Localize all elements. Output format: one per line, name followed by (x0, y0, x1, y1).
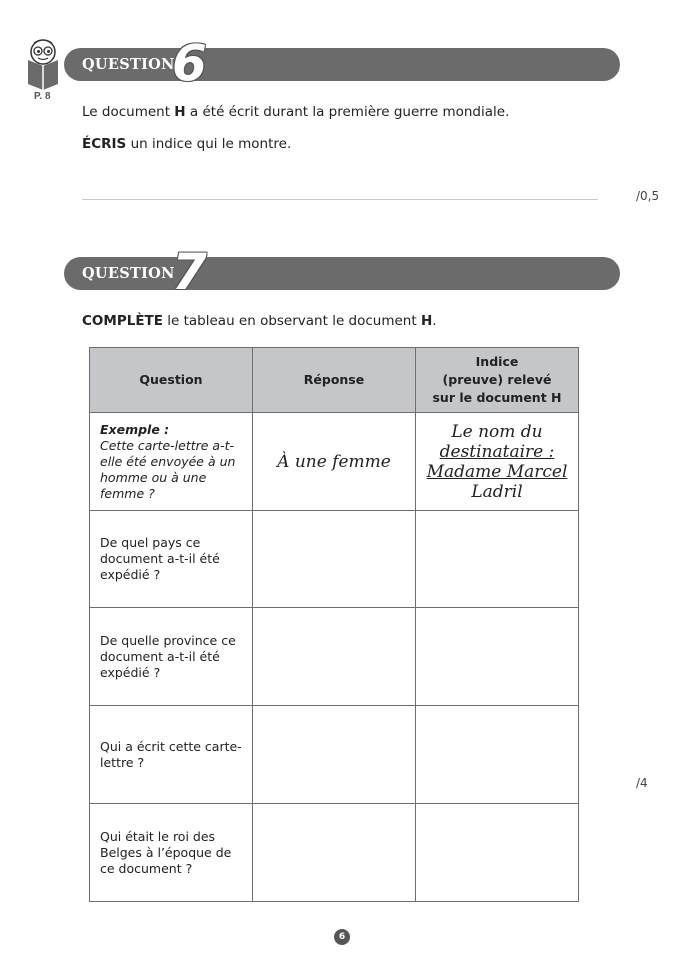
table-row (90, 804, 579, 902)
header-indice: Indice (preuve) relevé sur le document H (416, 348, 579, 413)
table-header-row (90, 348, 579, 413)
example-title: Exemple : (100, 421, 170, 437)
table-row-example (90, 413, 579, 511)
row-question: De quel pays ce document a-t-il été expédié ? (90, 511, 253, 608)
q7-instruction: COMPLÈTE le tableau en observant le document H. (82, 313, 437, 329)
header-reponse: Réponse (253, 348, 416, 413)
example-question-cell (90, 413, 253, 511)
question-number: 7 (172, 243, 207, 301)
question-label: QUESTION (82, 56, 175, 73)
example-clue: Le nom du destinataire : Madame Marcel Ladril (416, 413, 579, 511)
page-number: 6 (334, 929, 350, 945)
row-question: Qui était le roi des Belges à l’époque de ce document ? (90, 804, 253, 902)
q7-score: /4 (636, 776, 648, 790)
q6-answer-line[interactable] (82, 199, 598, 200)
question-label: QUESTION (82, 265, 175, 282)
page-reference: P. 8 (34, 91, 51, 102)
table-row (90, 706, 579, 804)
answer-cell[interactable] (253, 608, 416, 706)
clue-cell[interactable] (416, 608, 579, 706)
answer-cell[interactable] (253, 804, 416, 902)
answer-cell[interactable] (253, 706, 416, 804)
question-number: 6 (172, 34, 207, 92)
row-question: De quelle province ce document a-t-il été expédié ? (90, 608, 253, 706)
row-question: Qui a écrit cette carte-lettre ? (90, 706, 253, 804)
clue-cell[interactable] (416, 706, 579, 804)
answer-cell[interactable] (253, 511, 416, 608)
q6-instruction: ÉCRIS un indice qui le montre. (82, 136, 292, 152)
question-6-banner (64, 34, 620, 92)
clue-cell[interactable] (416, 804, 579, 902)
header-question: Question (90, 348, 253, 413)
q6-score: /0,5 (636, 189, 660, 203)
table-row (90, 608, 579, 706)
table-row (90, 511, 579, 608)
question-7-banner (64, 243, 620, 301)
q6-statement: Le document H a été écrit durant la première guerre mondiale. (82, 104, 510, 120)
book-mascot-icon (24, 38, 62, 92)
clue-cell[interactable] (416, 511, 579, 608)
example-question: Cette carte-lettre a-t-elle été envoyée à un homme ou à une femme ? (100, 437, 236, 501)
answer-table (89, 347, 579, 902)
example-answer: À une femme (253, 413, 416, 511)
